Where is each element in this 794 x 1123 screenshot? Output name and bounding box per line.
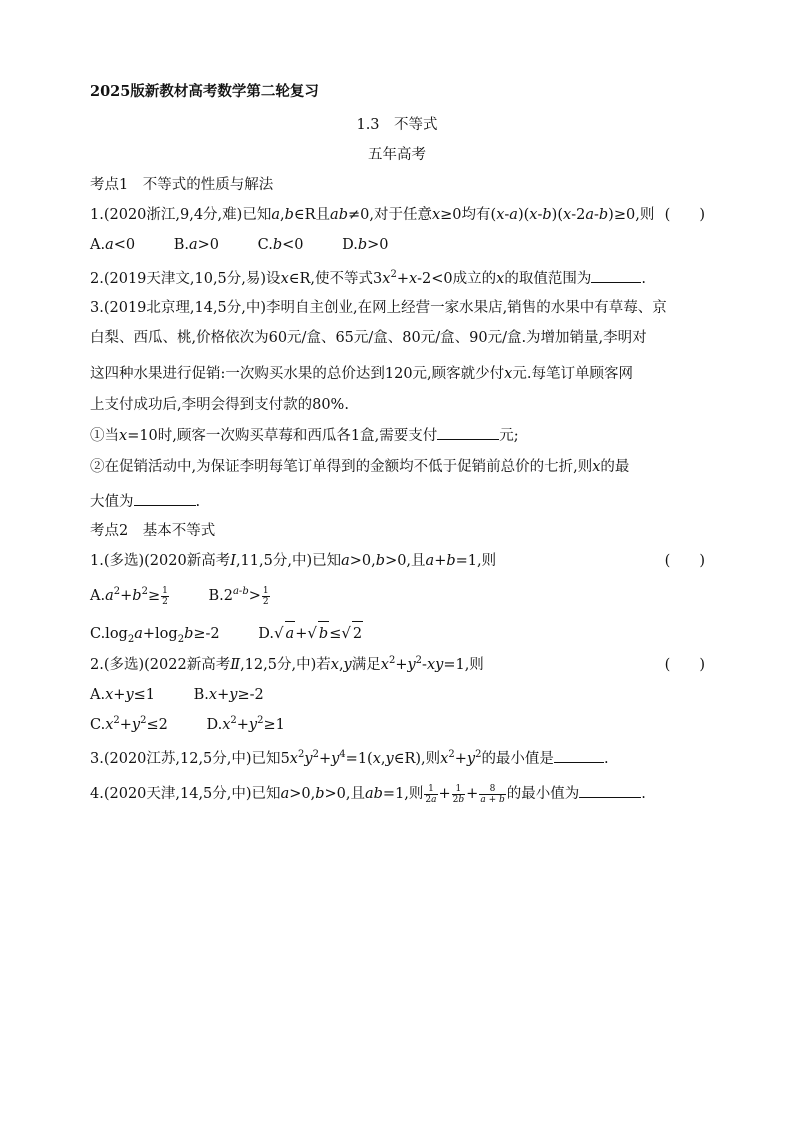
answer-blank[interactable]	[134, 489, 196, 506]
t2-q4-stem: 4.(2020天津,14,5分,中)已知a>0,b>0,且ab=1,则 $\frac{1}{2a}$ + $\frac{1}{2b}$ + $\frac{8}{a + b}$ 的最小值为 .	[90, 781, 705, 809]
t2-q1-options-cd	[90, 621, 705, 649]
t2-q1-stem: 1.(多选)(2020新高考Ⅰ,11,5分,中)已知a>0,b>0,且a+b=1,则 ( )	[90, 549, 705, 573]
t2-q2-stem: 2.(多选)(2022新高考Ⅱ,12,5分,中)若x,y满足$x^2+y^2-xy=1$,则 ( )	[90, 653, 705, 677]
t1-q1-stem: 1.(2020浙江,9,4分,难)已知a,b∈R且ab≠0,对于任意x≥0均有(x-a)(x-b)(x-2a-b)≥0,则 ( )	[90, 203, 705, 227]
t2-q1-option-c: $C.\log_2a+\log_2b\ge-2$	[90, 626, 220, 645]
t2-q2-answer-paren: ( )	[664, 657, 705, 673]
topic2-heading: 考点2 基本不等式	[90, 523, 216, 539]
t1-q3-line2: 白梨、西瓜、桃,价格依次为60元/盒、65元/盒、80元/盒、90元/盒.为增加销量,李明对	[90, 330, 647, 346]
answer-blank[interactable]	[579, 781, 641, 798]
t2-q2-option-d: $D.x^2+y^2\ge 1$	[206, 715, 285, 733]
answer-blank[interactable]	[437, 423, 499, 440]
t1-q1-source: 1.(2020浙江,9,4分,难)已知	[90, 207, 272, 223]
t2-q3-stem: 3.(2020江苏,12,5分,中)已知$5x^2y^2+y^4=1(x,y\in R)$,则$x^2+y^2$的最小值是 .	[90, 746, 705, 770]
t1-q1-answer-paren: ( )	[664, 207, 705, 223]
t2-q1-option-a: $A.a^2+b^2\ge$ $\frac{1}{2}$	[90, 585, 168, 607]
t2-q2-option-c: $C.x^2+y^2\le 2$	[90, 715, 168, 733]
section-title: 1.3 不等式	[356, 117, 438, 133]
t1-q1-option-c: C.b<0	[257, 237, 304, 253]
subtitle: 五年高考	[368, 147, 426, 163]
series-title: 2025版新教材高考数学第二轮复习	[90, 83, 319, 100]
t2-q2-options-ab	[90, 683, 705, 707]
t2-q2-option-a: A.x+y≤1	[90, 687, 156, 703]
t1-q1-option-a: A.a<0	[90, 237, 136, 253]
t1-q2-source: 2.(2019天津文,10,5分,易)设	[90, 271, 281, 287]
t1-q3-sub1: ①当x=10时,顾客一次购买草莓和西瓜各1盒,需要支付 元;	[90, 423, 705, 447]
t1-q1-option-b: B.a>0	[173, 237, 220, 253]
t1-q1-option-d: D.b>0	[342, 237, 389, 253]
t2-q1-answer-paren: ( )	[664, 553, 705, 569]
t1-q3-line1: 3.(2019北京理,14,5分,中)李明自主创业,在网上经营一家水果店,销售的水果中有草莓、京	[90, 300, 667, 316]
t1-q2-stem: 2.(2019天津文,10,5分,易)设x∈R,使不等式$3x^2+x-2<0$成立的x的取值范围为 .	[90, 266, 705, 290]
t1-q3-sub2: ②在促销活动中,为保证李明每笔订单得到的金额均不低于促销前总价的七折,则x的最	[90, 459, 630, 475]
t2-q1-options-ab	[90, 584, 705, 612]
t2-q1-option-d: D.√ a+√ b≤√ 2	[258, 626, 363, 642]
t1-q3-line4: 上支付成功后,李明会得到支付款的80%.	[90, 397, 349, 413]
t1-q3-sub2-cont: 大值为 .	[90, 489, 705, 513]
t2-q2-option-b: B.x+y≥-2	[193, 687, 264, 703]
answer-blank[interactable]	[554, 746, 604, 763]
t2-q1-option-b: $B.2^{a-b}>$ $\frac{1}{2}$	[208, 585, 269, 607]
topic1-heading: 考点1 不等式的性质与解法	[90, 177, 274, 193]
t1-q3-line3: 这四种水果进行促销:一次购买水果的总价达到120元,顾客就少付x元.每笔订单顾客网	[90, 366, 633, 382]
t1-q1-options	[90, 233, 705, 257]
t2-q2-options-cd	[90, 713, 705, 737]
answer-blank[interactable]	[591, 266, 641, 283]
